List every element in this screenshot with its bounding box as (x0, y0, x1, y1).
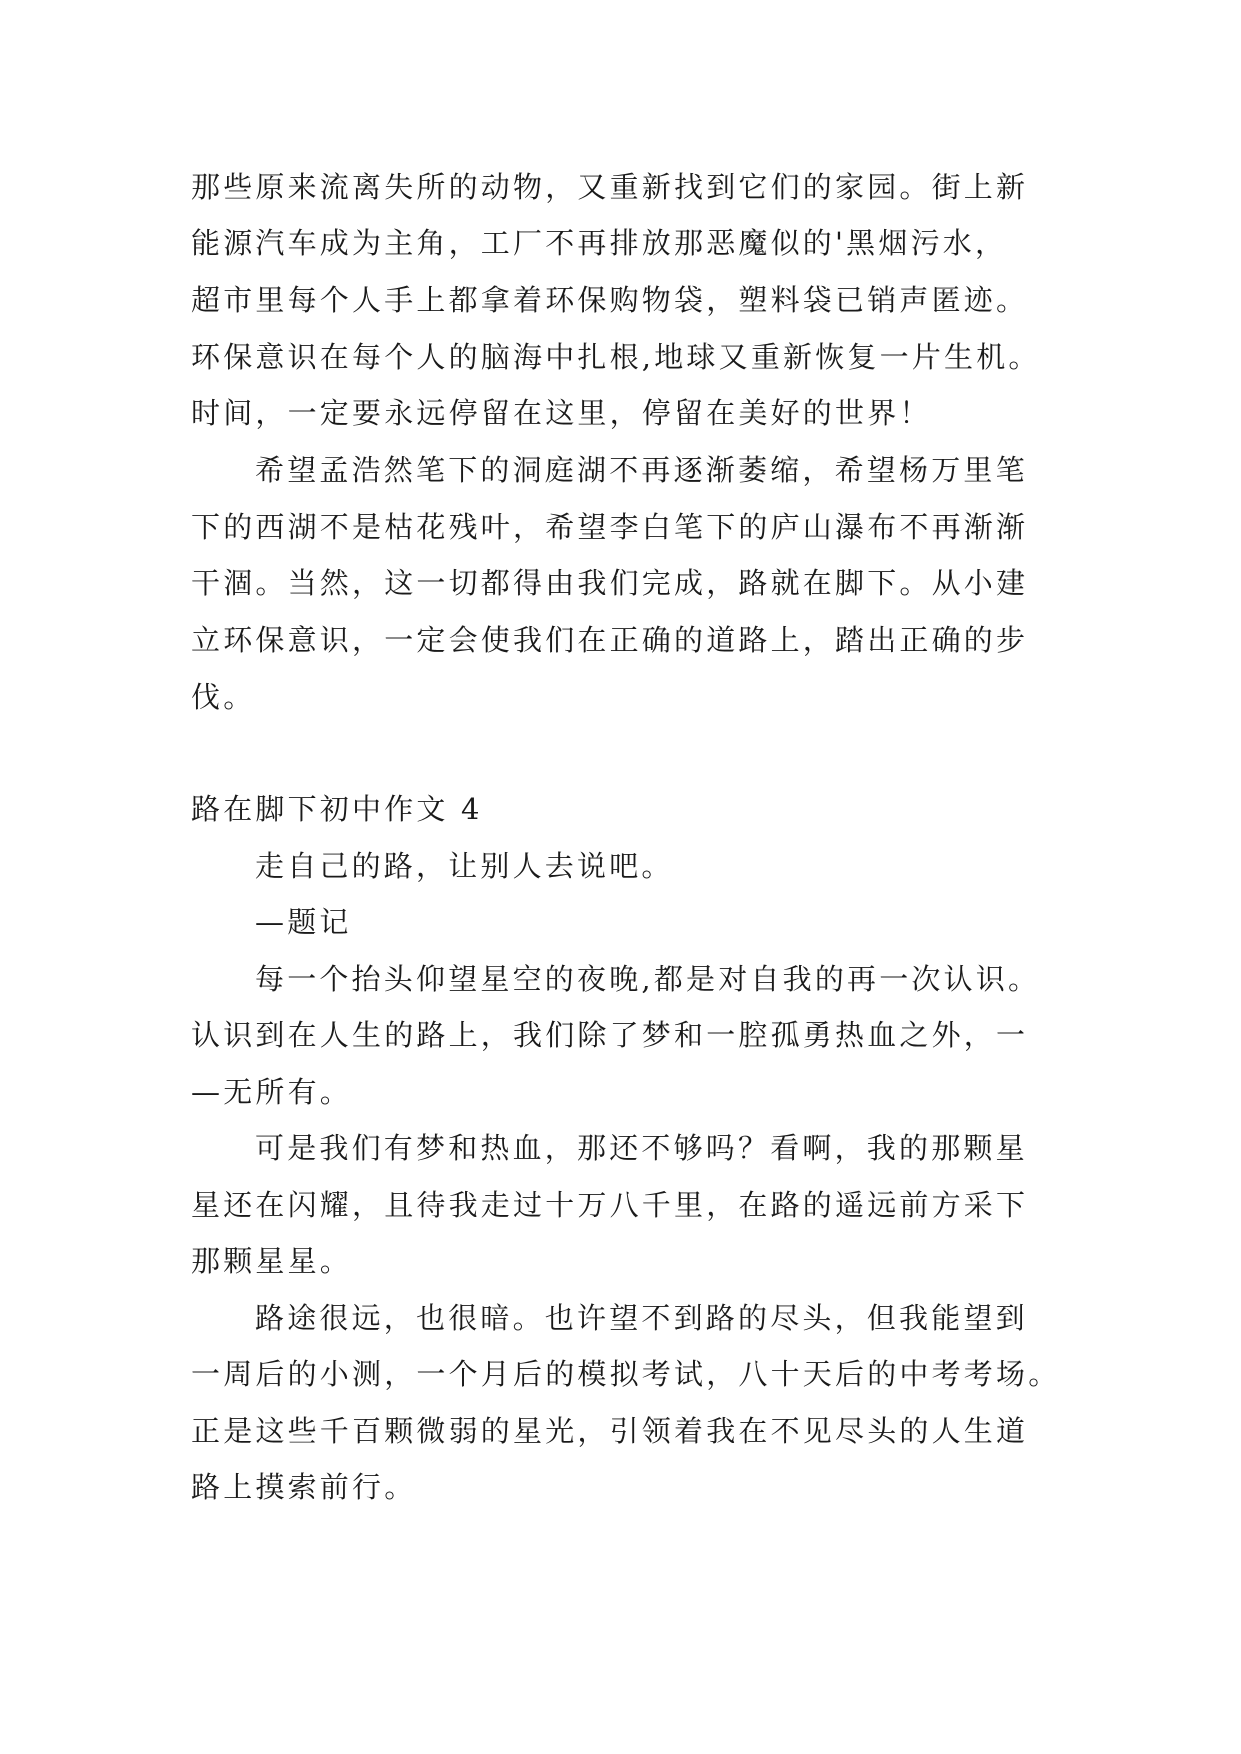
paragraph-line: 希望孟浩然笔下的洞庭湖不再逐渐萎缩，希望杨万里笔 (255, 453, 1028, 487)
paragraph-line: 伐。 (191, 680, 256, 714)
paragraph-line: 下的西湖不是枯花残叶，希望李白笔下的庐山瀑布不再渐渐 (191, 510, 1029, 544)
paragraph-line: 能源汽车成为主角，工厂不再排放那恶魔似的'黑烟污水， (191, 226, 1008, 260)
paragraph-line: 路途很远，也很暗。也许望不到路的尽头，但我能望到 (255, 1301, 1028, 1335)
paragraph-line: 那颗星星。 (191, 1244, 353, 1278)
paragraph-line: 认识到在人生的路上，我们除了梦和一腔孤勇热血之外，一 (191, 1018, 1029, 1052)
paragraph-line: 立环保意识，一定会使我们在正确的道路上，踏出正确的步 (191, 623, 1029, 657)
paragraph-line: 环保意识在每个人的脑海中扎根,地球又重新恢复一片生机。 (191, 340, 1041, 374)
paragraph-line: 可是我们有梦和热血，那还不够吗？看啊，我的那颗星 (255, 1131, 1028, 1165)
section-heading: 路在脚下初中作文 4 (191, 792, 483, 826)
paragraph-line: —无所有。 (191, 1075, 353, 1109)
paragraph-line: 超市里每个人手上都拿着环保购物袋，塑料袋已销声匿迹。 (191, 283, 1029, 317)
paragraph-line: 正是这些千百颗微弱的星光，引领着我在不见尽头的人生道 (191, 1414, 1029, 1448)
paragraph-line: 每一个抬头仰望星空的夜晚,都是对自我的再一次认识。 (255, 962, 1041, 996)
paragraph-line: 星还在闪耀，且待我走过十万八千里，在路的遥远前方采下 (191, 1188, 1029, 1222)
paragraph-line: 那些原来流离失所的动物，又重新找到它们的家园。街上新 (191, 170, 1029, 204)
paragraph-line: 时间，一定要永远停留在这里，停留在美好的世界！ (191, 396, 932, 430)
epigraph-line: 走自己的路，让别人去说吧。 (255, 849, 674, 883)
paragraph-line: 路上摸索前行。 (191, 1470, 417, 1504)
epigraph-attribution: —题记 (255, 905, 352, 939)
paragraph-line: 干涸。当然，这一切都得由我们完成，路就在脚下。从小建 (191, 566, 1029, 600)
paragraph-line: 一周后的小测，一个月后的模拟考试，八十天后的中考考场。 (191, 1357, 1061, 1391)
